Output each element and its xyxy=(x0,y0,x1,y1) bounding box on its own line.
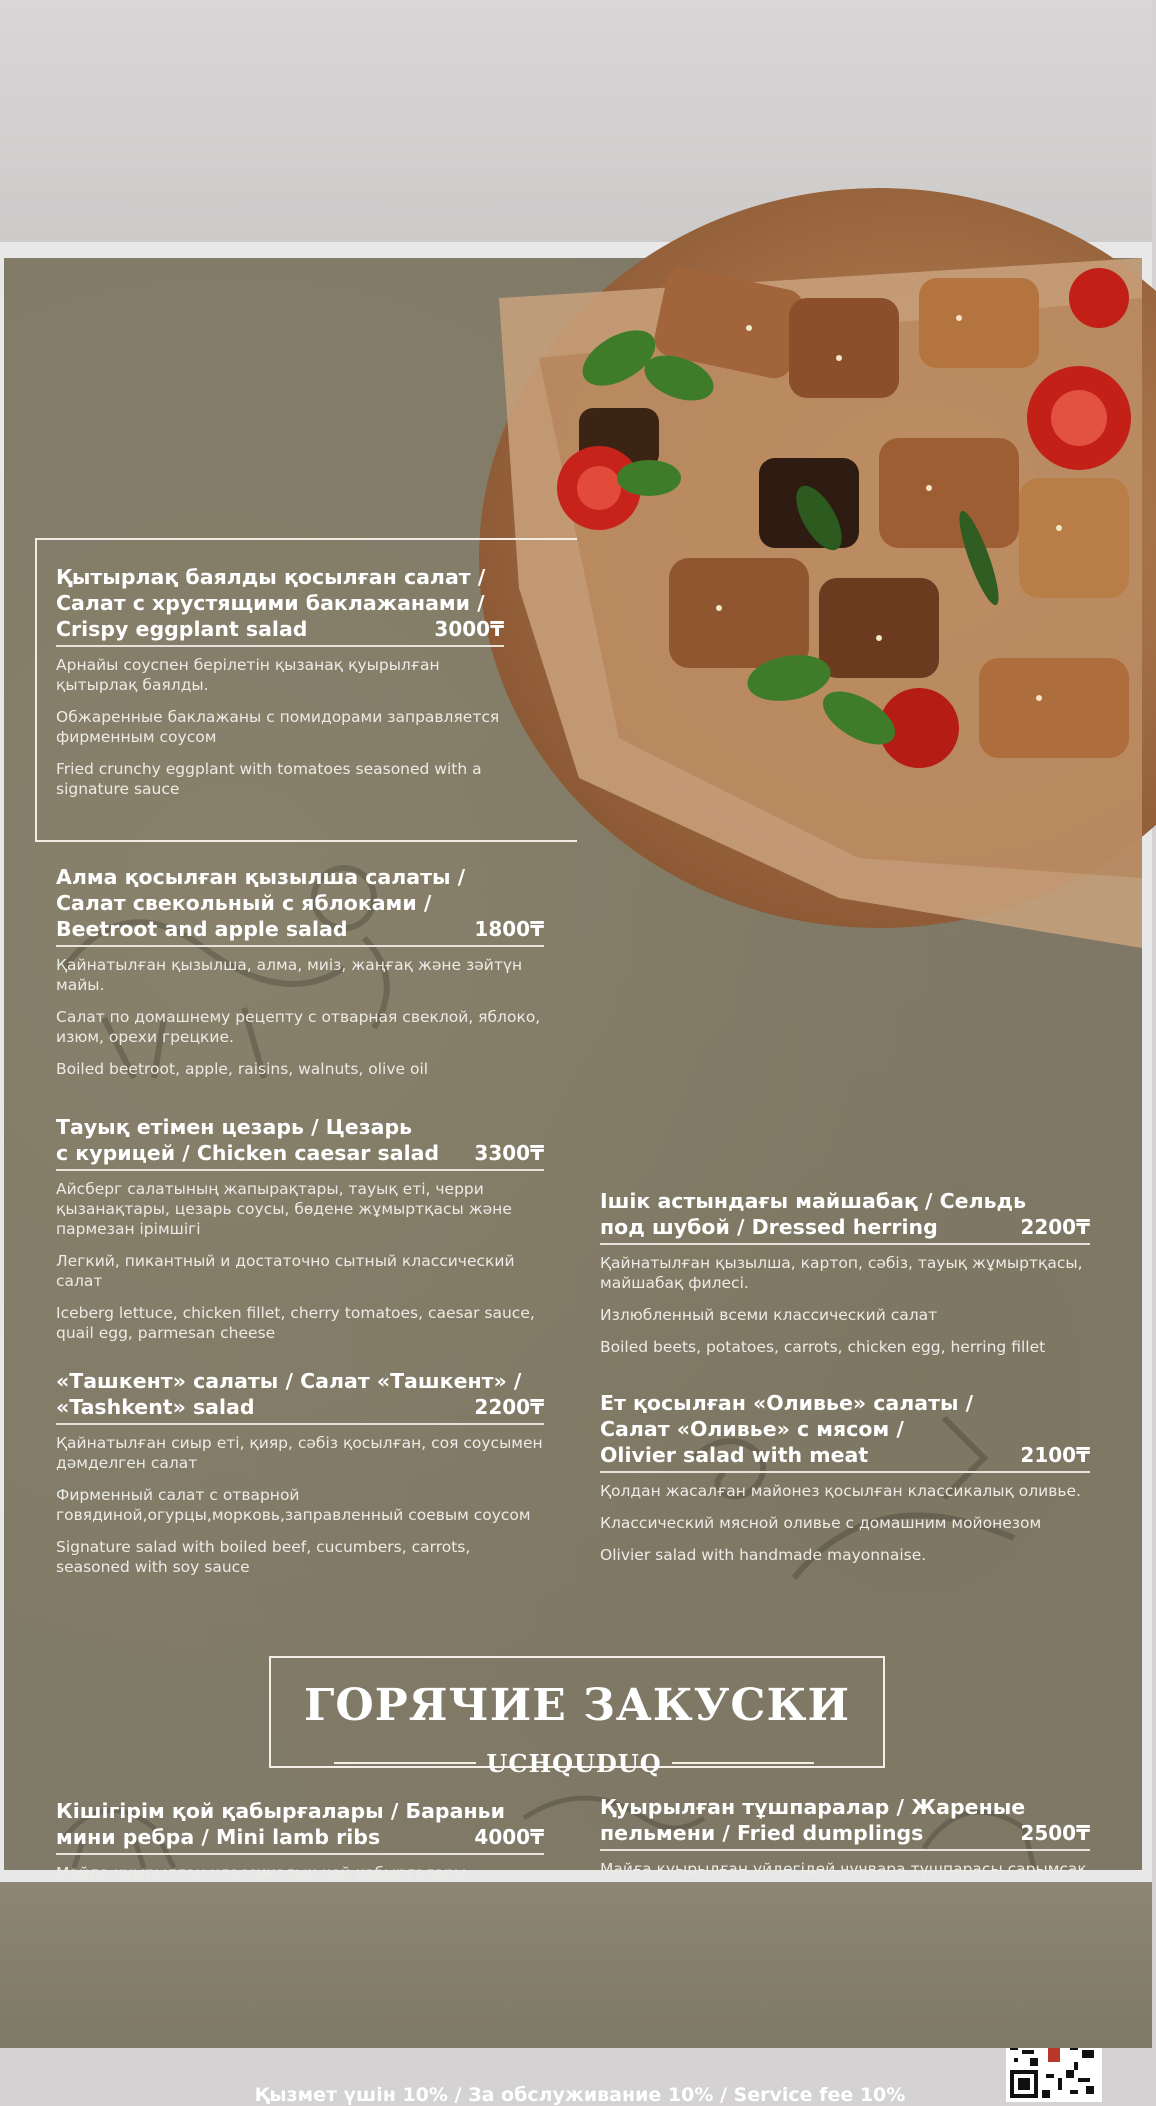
description-kz: Айсберг салатының жапырақтары, тауық еті, черри қызанақтары, цезарь соусы, бөдене жұмыртқасы және пармезан ірімшігі xyxy=(56,1179,512,1238)
divider xyxy=(56,1169,544,1171)
description-en: Boiled beetroot, apple, raisins, walnuts, olive oil xyxy=(56,1059,429,1078)
description-en: Iceberg lettuce, chicken fillet, cherry tomatoes, caesar sauce, quail egg, parmesan cheese xyxy=(56,1303,535,1342)
description-ru: Фирменный салат с отварной говядиной,огурцы,морковь,заправленный соевым соусом xyxy=(56,1485,531,1524)
divider xyxy=(56,945,544,947)
description-en: Olivier salad with handmade mayonnaise. xyxy=(600,1545,927,1564)
description-kz: Қайнатылған сиыр еті, қияр, сәбіз қосылған, соя соусымен дәмделген салат xyxy=(56,1433,543,1472)
description-kz: Арнайы соуспен берілетін қызанақ қуырылған қытырлақ баялды. xyxy=(56,655,440,694)
divider xyxy=(334,1762,476,1764)
bottom-margin xyxy=(0,1882,1152,2048)
item-title: Алма қосылған қызылша салаты / Салат свекольный с яблоками / Beetroot and apple salad 1800₸ xyxy=(56,865,544,941)
description-kz: Қайнатылған қызылша, картоп, сәбіз, тауық жұмыртқасы, майшабақ филесі. xyxy=(600,1253,1083,1292)
item-price: 2200₸ xyxy=(1020,1215,1090,1239)
section-title: ГОРЯЧИЕ ЗАКУСКИ xyxy=(303,1680,851,1731)
description-kz: Қайнатылған қызылша, алма, миіз, жаңғақ және зәйтүн майы. xyxy=(56,955,523,994)
item-price: 3000₸ xyxy=(434,617,504,641)
menu-item-crispy-eggplant-salad xyxy=(56,564,504,811)
item-price: 1800₸ xyxy=(474,917,544,941)
item-price: 4000₸ xyxy=(474,1825,544,1849)
menu-item-tashkent-salad xyxy=(56,1368,544,1589)
menu-item-olivier-salad xyxy=(600,1390,1090,1577)
item-title: Тауық етімен цезарь / Цезарь с курицей / Chicken caesar salad 3300₸ xyxy=(56,1115,544,1165)
description-ru: Салат по домашнему рецепту с отварная свеклой, яблоко, изюм, орехи грецкие. xyxy=(56,1007,541,1046)
menu-item-beetroot-apple-salad xyxy=(56,864,544,1091)
item-price: 2500₸ xyxy=(1020,1821,1090,1845)
brand-row xyxy=(334,1748,814,1778)
item-title: Ішік астындағы майшабақ / Сельдь под шубой / Dressed herring 2200₸ xyxy=(600,1189,1090,1239)
menu-item-chicken-caesar-salad xyxy=(56,1114,544,1355)
item-title: «Ташкент» салаты / Салат «Ташкент» / «Tashkent» salad 2200₸ xyxy=(56,1369,544,1419)
menu-panel xyxy=(4,258,1142,2106)
menu-page xyxy=(0,242,1152,2106)
divider xyxy=(600,1243,1090,1245)
item-price: 2100₸ xyxy=(1020,1443,1090,1467)
service-fee-note: Қызмет үшін 10% / За обслуживание 10% / Service fee 10% xyxy=(254,2084,906,2106)
description-ru: Обжаренные баклажаны с помидорами заправляется фирменным соусом xyxy=(56,707,500,746)
description-en: Signature salad with boiled beef, cucumbers, carrots, seasoned with soy sauce xyxy=(56,1537,471,1576)
divider xyxy=(600,1849,1090,1851)
divider xyxy=(56,1423,544,1425)
item-title: Кішігірім қой қабырғалары / Бараньи мини ребра / Mini lamb ribs 4000₸ xyxy=(56,1799,544,1849)
divider xyxy=(56,645,504,647)
divider xyxy=(672,1762,814,1764)
description-ru: Легкий, пикантный и достаточно сытный классический салат xyxy=(56,1251,515,1290)
description-ru: Классический мясной оливье с домашним мойонезом xyxy=(600,1513,1042,1532)
divider xyxy=(600,1471,1090,1473)
description-kz: Майға қуырылған үйдегідей чучвара тұшпарасы,сарымсақ xyxy=(600,1859,1087,1878)
item-price: 2200₸ xyxy=(474,1395,544,1419)
description-ru: Излюбленный всеми классический салат xyxy=(600,1305,938,1324)
description-en: Boiled beets, potatoes, carrots, chicken egg, herring fillet xyxy=(600,1337,1046,1356)
divider xyxy=(56,1853,544,1855)
item-title: Қытырлақ баялды қосылған салат / Салат с хрустящими баклажанами / Crispy eggplant salad 3000₸ xyxy=(56,565,504,641)
description-en: Fried crunchy eggplant with tomatoes seasoned with a signature sauce xyxy=(56,759,482,798)
description-kz: Майда қуырылған классикалық қой қабырғалары. xyxy=(56,1863,472,1882)
description-kz: Қолдан жасалған майонез қосылған классикалық оливье. xyxy=(600,1481,1081,1500)
brand-name: UCHQUDUQ xyxy=(486,1748,662,1778)
item-price: 3300₸ xyxy=(474,1141,544,1165)
item-title: Ет қосылған «Оливье» салаты / Салат «Оливье» с мясом / Olivier salad with meat 2100₸ xyxy=(600,1391,1090,1467)
item-title: Қуырылған тұшпаралар / Жареные пельмени / Fried dumplings 2500₸ xyxy=(600,1795,1090,1845)
menu-item-dressed-herring xyxy=(600,1188,1090,1369)
